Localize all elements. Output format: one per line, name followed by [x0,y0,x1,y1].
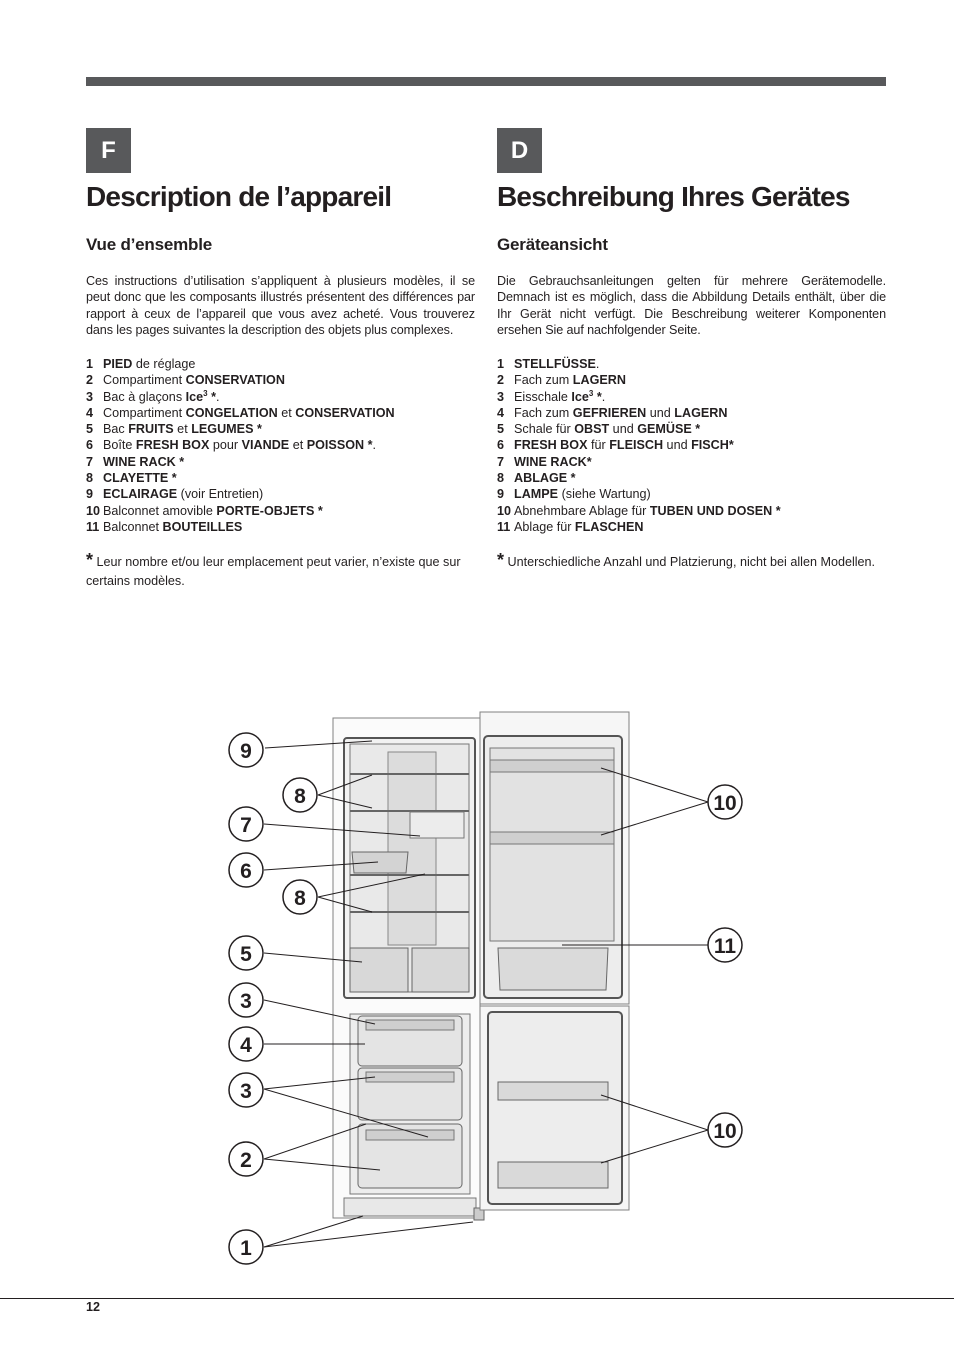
footnote-text: Leur nombre et/ou leur emplacement peut varier, n’existe que sur certains modèles. [86,555,461,588]
item-text: FLASCHEN [574,519,644,534]
svg-text:3: 3 [240,990,252,1013]
callout-11 [708,928,742,962]
subtitle-french: Vue d’ensemble [86,235,213,254]
item-number: 11 [497,519,511,534]
item-text: BOUTEILLES [162,519,243,534]
item-number: 3 [86,389,94,404]
item-text: WINE RACK* [514,454,592,469]
item-text: OBST [574,422,610,437]
item-text: Ice [185,389,204,404]
item-text: LAGERN [674,405,728,420]
item-text: GEFRIEREN [572,405,647,420]
item-text: LAGERN [572,373,626,388]
title-french: Description de l’appareil [86,181,392,212]
item-text: FRESH BOX [135,438,210,453]
item-text: Bac à glaçons [103,389,186,404]
item-text: . [601,389,606,404]
svg-text:6: 6 [240,860,252,883]
item-text: Balconnet [103,519,163,534]
item-text: . [595,357,600,371]
callout-2 [229,1142,263,1176]
item-text: PIED [103,357,133,371]
page-number: 12 [86,1300,101,1314]
item-number: 7 [86,454,94,469]
callout-3-lower [229,1073,263,1107]
item-text: TUBEN UND DOSEN * [649,503,781,518]
item-text: . [372,438,377,453]
footnote-text: Unterschiedliche Anzahl und Platzierung, nicht bei allen Modellen. [504,555,876,569]
item-text: * [207,389,216,404]
footnote-star: * [86,550,94,570]
item-text: für [587,438,610,453]
item-text: Bac [103,422,129,437]
item-text: POISSON * [306,438,373,453]
item-number: 10 [497,503,512,518]
item-text: . [216,389,220,404]
callout-1 [229,1230,263,1264]
item-text: et [277,405,296,420]
item-number: 4 [86,405,94,420]
callout-8-lower [283,880,317,914]
item-text: et [289,438,307,453]
language-badge-f: F [86,128,131,173]
callout-9 [229,733,263,767]
fridge-cabinet [333,718,484,1220]
subtitle-german: Geräteansicht [497,235,608,254]
svg-text:11: 11 [713,935,737,958]
item-text: CONSERVATION [185,373,285,388]
item-number: 2 [86,373,94,388]
item-text: Eisschale [514,389,572,404]
item-number: 6 [86,438,94,453]
freezer-door [480,1006,629,1210]
callout-4 [229,1027,263,1061]
item-text: Abnehmbare Ablage für [514,503,650,518]
callout-8-upper [283,778,317,812]
item-number: 9 [497,487,505,502]
item-number: 5 [497,422,505,437]
item-text: LEGUMES * [191,422,262,437]
item-text: STELLFÜSSE [514,357,596,371]
item-number: 8 [86,471,94,486]
svg-text:3: 3 [240,1080,252,1103]
item-text: FLEISCH [609,438,664,453]
item-text: Balconnet amovible [103,503,217,518]
item-text: CONGELATION [185,405,278,420]
svg-text:8: 8 [294,785,306,808]
item-text: ECLAIRAGE [103,487,178,502]
item-number: 10 [86,503,101,518]
item-number: 4 [497,405,505,420]
item-number: 1 [497,357,505,371]
item-number: 9 [86,487,94,502]
title-german: Beschreibung Ihres Gerätes [497,181,850,212]
item-text: Schale für [514,422,575,437]
item-number: 6 [497,438,505,453]
item-text: Compartiment [103,373,186,388]
language-badge-d: D [497,128,542,173]
item-text: ABLAGE * [514,471,576,486]
item-text: et [173,422,192,437]
svg-text:10: 10 [713,1120,737,1143]
item-text: und [646,405,675,420]
svg-text:8: 8 [294,887,306,910]
item-text: WINE RACK * [103,454,185,469]
item-text: (siehe Wartung) [558,487,651,502]
svg-text:5: 5 [240,943,252,966]
svg-text:4: 4 [240,1034,252,1057]
item-text: de réglage [132,357,196,371]
svg-text:10: 10 [713,792,737,815]
item-text: LAMPE [514,487,559,502]
svg-text:7: 7 [240,814,252,837]
callout-7 [229,807,263,841]
intro-german: Die Gebrauchsanleitungen gelten für mehrere Gerätemodelle. Demnach ist es möglich, dass die Abbildung Details enthält, über die Ihr Gerät nicht verfügt. Die Beschreibung weiterer Komponenten ersehen Sie auf nachfolgender Seite. [497,274,886,337]
intro-french: Ces instructions d’utilisation s’appliquent à plusieurs modèles, il se peut donc que les composants illustrés présentent des différences par rapport à ceux de l’appareil que vous avez acheté. Vous trouverez dans les pages suivantes la description des objets plus complexes. [86,274,475,337]
footnote-star: * [497,550,505,570]
item-text: Compartiment [103,405,186,420]
item-text: und [609,422,638,437]
callout-10-upper [708,785,742,819]
item-text: 3 [203,388,208,398]
callout-10-lower [708,1113,742,1147]
footer-rule [0,1298,954,1299]
svg-text:1: 1 [240,1237,252,1260]
item-text: Fach zum [514,405,573,420]
item-text: PORTE-OBJETS * [216,503,323,518]
item-number: 3 [497,389,505,404]
item-text: Boîte [103,438,136,453]
item-text: Fach zum [514,373,573,388]
callout-3-upper [229,983,263,1017]
item-number: 7 [497,454,505,469]
item-text: * [593,389,602,404]
item-text: CONSERVATION [295,405,395,420]
callout-6 [229,853,263,887]
item-text: pour [209,438,242,453]
svg-text:9: 9 [240,740,252,763]
item-text: CLAYETTE * [103,471,177,486]
item-number: 2 [497,373,505,388]
item-text: und [663,438,692,453]
item-text: Ice [571,389,589,404]
callout-5 [229,936,263,970]
item-text: 3 [588,388,594,398]
item-number: 5 [86,422,94,437]
item-number: 8 [497,471,505,486]
item-text: FRESH BOX [514,438,588,453]
item-text: VIANDE [241,438,290,453]
item-text: FRUITS [128,422,174,437]
fridge-door [480,712,629,1004]
item-text: FISCH* [691,438,734,453]
item-text: GEMÜSE * [637,422,701,437]
svg-text:2: 2 [240,1149,252,1172]
item-text: Ablage für [514,519,575,534]
item-text: (voir Entretien) [177,487,264,502]
item-number: 1 [86,357,94,371]
item-number: 11 [86,519,100,534]
